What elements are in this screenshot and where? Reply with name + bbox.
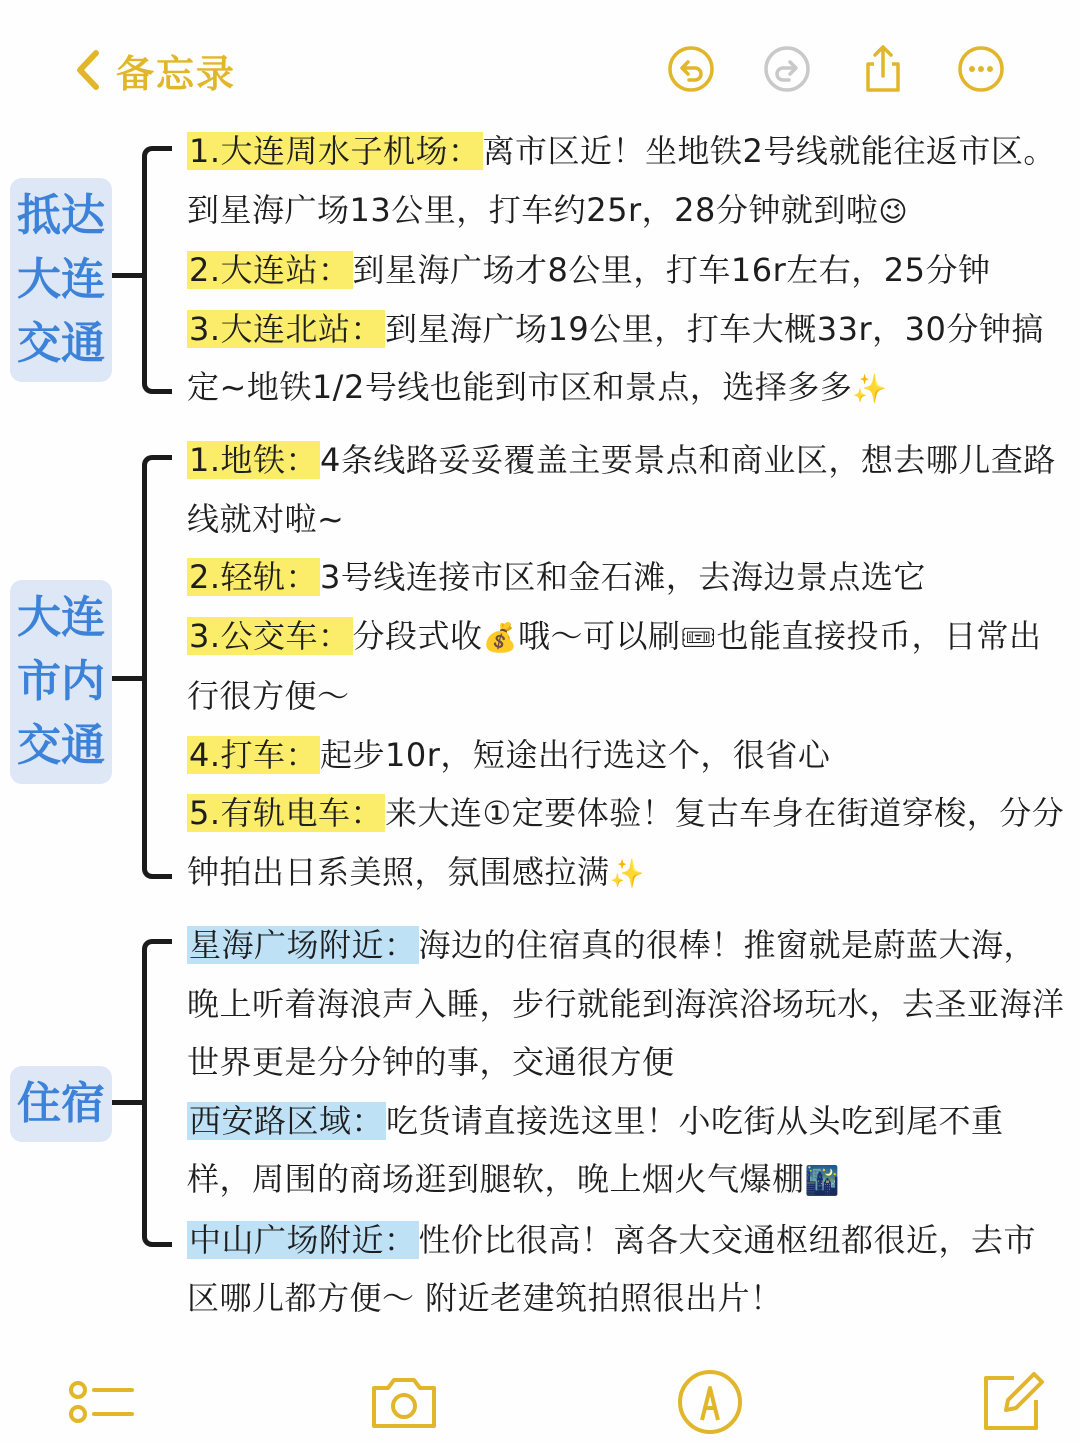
bracket: [142, 939, 172, 1247]
category-label-city: [10, 580, 112, 784]
entry-key: 4.打车：: [189, 735, 319, 774]
entry-key: 西安路区域：: [189, 1101, 385, 1140]
entry-key: 星海广场附近：: [189, 926, 417, 964]
note-content[interactable]: [187, 431, 1067, 903]
bottom-toolbar: [0, 1360, 1080, 1443]
more-button[interactable]: [956, 44, 1006, 94]
bracket: [142, 455, 172, 879]
list-item: [187, 726, 1067, 785]
share-icon: [858, 44, 908, 94]
sparkles-emoji-icon: ✨: [609, 856, 645, 890]
wink-emoji-icon: 😉: [878, 194, 909, 228]
entry-key: 2.轻轨：: [189, 558, 319, 596]
entry-key: 2.大连站：: [189, 251, 351, 289]
more-icon: [956, 44, 1006, 94]
list-item: [187, 1092, 1067, 1211]
undo-icon: [666, 44, 716, 94]
entry-text: 到星海广场19公里，打车大概33r，30分钟搞定~地铁1/2号线也能到市区和景点，选择多多: [187, 309, 1044, 406]
bracket: [142, 146, 172, 394]
entry-text: 也能直接投币，日常出行很方便～: [187, 616, 1042, 715]
entry-text: 起步10r，短途出行选这个，很省心: [320, 735, 831, 774]
list-item: [187, 431, 1067, 548]
entry-key: 3.公交车：: [189, 616, 351, 655]
bracket-stub: [112, 1100, 144, 1105]
checklist-icon: [64, 1366, 136, 1438]
compose-button[interactable]: [976, 1366, 1048, 1438]
entry-text: 哦～可以刷: [517, 616, 681, 655]
markup-button[interactable]: [674, 1366, 746, 1438]
entry-key: 1.大连周水子机场：: [189, 132, 481, 170]
entry-text: 海边的住宿真的很棒！推窗就是蔚蓝大海，晚上听着海浪声入睡，步行就能到海滨浴场玩水，去圣亚海洋世界更是分分钟的事，交通很方便: [187, 926, 1065, 1081]
share-button[interactable]: [858, 44, 908, 94]
entry-key: 3.大连北站：: [189, 309, 384, 348]
entry-text: 到星海广场才8公里，打车16r左右，25分钟: [352, 251, 991, 289]
category-label-accommodation: [10, 1066, 112, 1142]
entry-text: 性价比很高！离各大交通枢纽都很近，去市区哪儿都方便～ 附近老建筑拍照很出片！: [187, 1220, 1037, 1317]
money-bag-emoji-icon: 💰: [482, 620, 518, 654]
entry-key: 1.地铁：: [189, 441, 319, 479]
entry-key: 中山广场附近：: [189, 1220, 417, 1259]
list-item: [187, 916, 1067, 1092]
category-line: 交通: [17, 720, 105, 771]
camera-button[interactable]: [368, 1366, 440, 1438]
redo-icon: [762, 44, 812, 94]
note-content[interactable]: [187, 122, 1067, 419]
list-item: [187, 548, 1067, 607]
undo-button[interactable]: [666, 44, 716, 94]
camera-icon: [368, 1366, 440, 1438]
note-content[interactable]: [187, 916, 1067, 1328]
entry-text: 离市区近！坐地铁2号线就能往返市区。到星海广场13公里，打车约25r，28分钟就到啦: [187, 132, 1056, 229]
list-item: [187, 122, 1067, 241]
category-label-arrival: [10, 178, 112, 382]
list-item: [187, 784, 1067, 903]
ticket-emoji-icon: 🎟: [680, 620, 717, 654]
redo-button[interactable]: [762, 44, 812, 94]
entry-text: 来大连①定要体验！复古车身在街道穿梭，分分钟拍出日系美照，氛围感拉满: [187, 794, 1065, 891]
entry-text: 分段式收: [352, 616, 483, 655]
list-item: [187, 1211, 1067, 1328]
entry-text: 吃货请直接选这里！小吃街从头吃到尾不重样，周围的商场逛到腿软，晚上烟火气爆棚: [187, 1101, 1004, 1198]
back-label: 备忘录: [116, 51, 237, 96]
category-line: 抵达: [17, 190, 105, 241]
compose-icon: [976, 1366, 1048, 1438]
bracket-stub: [112, 676, 144, 681]
list-item: [187, 300, 1067, 419]
bracket-stub: [112, 273, 144, 278]
markup-pen-icon: [674, 1366, 746, 1438]
list-item: [187, 607, 1067, 726]
night-city-emoji-icon: 🌃: [804, 1164, 840, 1197]
sparkles-emoji-icon: ✨: [852, 372, 888, 405]
entry-key: 5.有轨电车：: [189, 794, 384, 832]
back-button[interactable]: [72, 40, 236, 100]
category-line: 住宿: [17, 1078, 105, 1129]
top-bar: [0, 0, 1080, 130]
entry-text: 4条线路妥妥覆盖主要景点和商业区，想去哪儿查路线就对啦~: [187, 441, 1056, 538]
category-line: 市内: [17, 656, 105, 707]
category-line: 大连: [17, 592, 105, 643]
entry-text: 3号线连接市区和金石滩，去海边景点选它: [320, 558, 926, 596]
checklist-button[interactable]: [64, 1366, 136, 1438]
chevron-left-icon: [72, 47, 102, 93]
category-line: 大连: [17, 254, 105, 305]
category-line: 交通: [17, 318, 105, 369]
list-item: [187, 241, 1067, 300]
